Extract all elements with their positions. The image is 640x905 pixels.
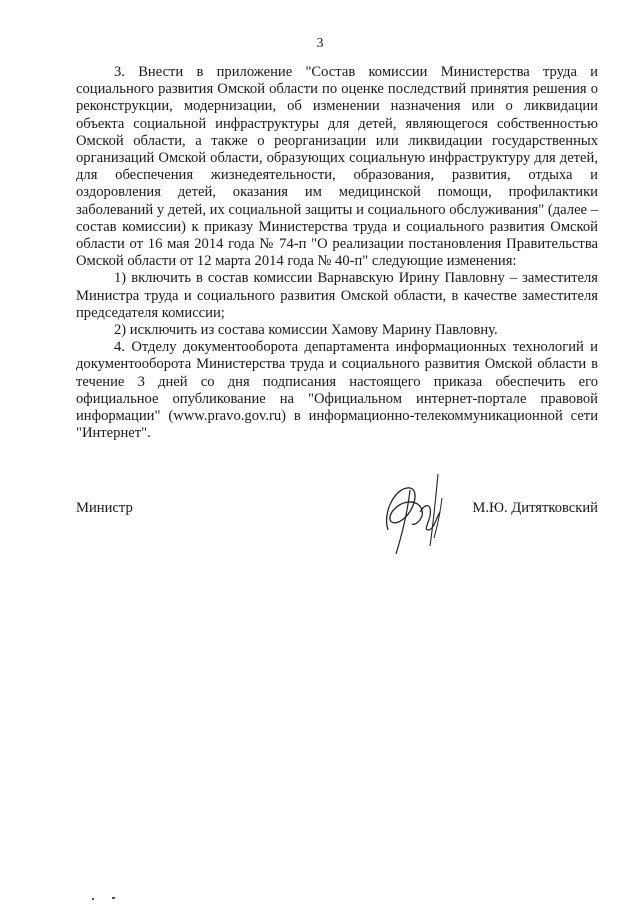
paragraph-item-3-1: 1) включить в состав комиссии Варнавскую Ирину Павловну – заместителя Министра труда и социального развития Омской области, в качестве заместителя председателя комиссии;: [76, 270, 598, 321]
signature-block: [76, 494, 598, 564]
signatory-name: М.Ю. Дитятковский: [472, 500, 598, 516]
paragraph-item-3: 3. Внести в приложение "Состав комиссии Министерства труда и социального развития Омской области по оценке последствий принятия решения о реконструкции, модернизации, об изменении назначения или о ликвидации объекта социальной инфраструктуры для детей, являющегося собственностью Омской области, а также о реорганизации или ликвидации государственных организаций Омской области, образующих социальную инфраструктуру для детей, для обеспечения жизнедеятельности, образования, развития, отдыха и оздоровления детей, оказания им медицинской помощи, профилактики заболеваний у детей, их социальной защиты и социального обслуживания" (далее – состав комиссии) к приказу Министерства труда и социального развития Омской области от 16 мая 2014 года № 74-п "О реализации постановления Правительства Омской области от 12 марта 2014 года № 40-п" следующие изменения:: [76, 64, 598, 270]
signatory-position: Министр: [76, 500, 133, 516]
scan-specks: [92, 896, 132, 902]
handwritten-signature-icon: [376, 468, 466, 563]
paragraph-item-3-2: 2) исключить из состава комиссии Хамову Марину Павловну.: [114, 322, 498, 339]
page-number: 3: [316, 36, 324, 51]
document-body: [76, 64, 598, 442]
paragraph-item-4: 4. Отделу документооборота департамента информационных технологий и документооборота Министерства труда и социального развития Омской области в течение 3 дней со дня подписания настоящего приказа обеспечить его официальное опубликование на "Официальном интернет-портале правовой информации" (www.pravo.gov.ru) в информационно-телекоммуникационной сети "Интернет".: [76, 339, 598, 442]
